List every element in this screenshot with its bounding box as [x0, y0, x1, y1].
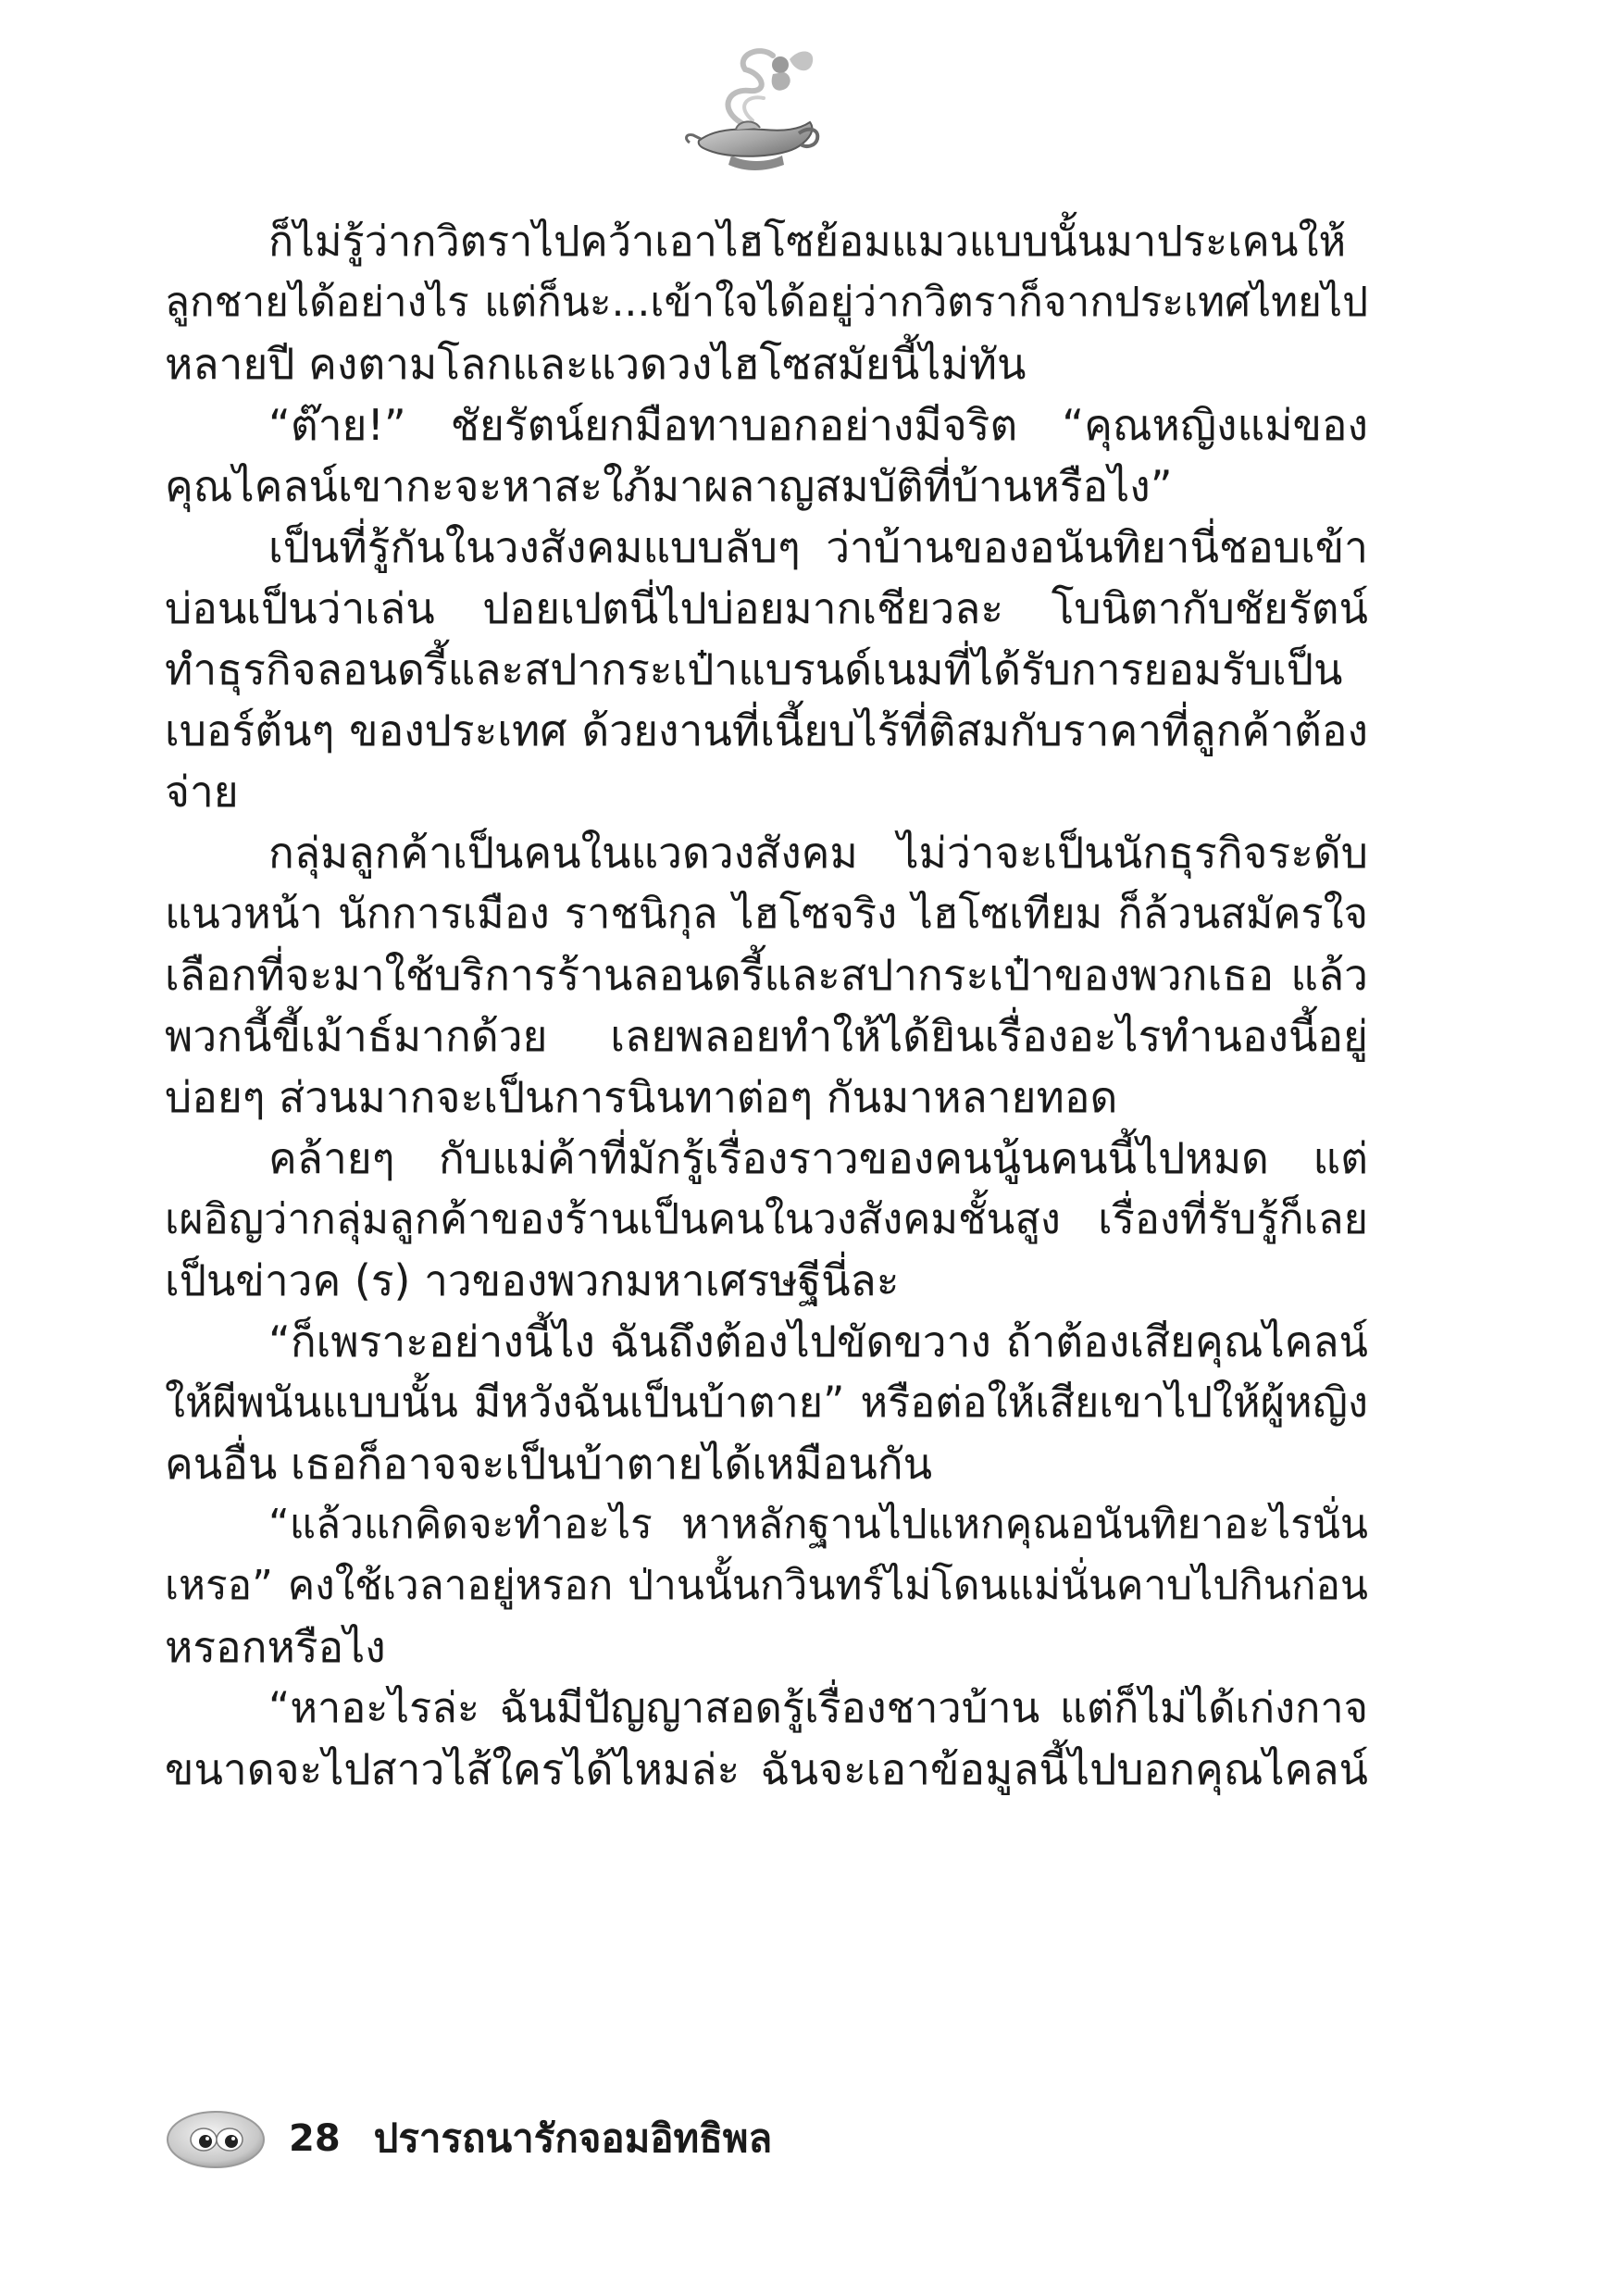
text-line: ทำธุรกิจลอนดรี้และสปากระเป๋าแบรนด์เนมที่ได้รับการยอมรับเป็น — [165, 644, 1343, 694]
page-number: 28 — [289, 2117, 341, 2160]
genie-lamp-icon — [680, 37, 828, 176]
text-line: คล้ายๆ กับแม่ค้าที่มักรู้เรื่องราวของคนนู้นคนนี้ไปหมด แต่ — [268, 1133, 1368, 1183]
text-line: เป็นที่รู้กันในวงสังคมแบบลับๆ ว่าบ้านของอนันทิยานี่ชอบเข้า — [268, 522, 1368, 572]
text-line: เผอิญว่ากลุ่มลูกค้าของร้านเป็นคนในวงสังคมชั้นสูง เรื่องที่รับรู้ก็เลย — [165, 1194, 1368, 1243]
text-line: กลุ่มลูกค้าเป็นคนในแวดวงสังคม ไม่ว่าจะเป็นนักธุรกิจระดับ — [268, 828, 1368, 878]
text-line: ลูกชายได้อย่างไร แต่ก็นะ...เข้าใจได้อยู่ว่ากวิตราก็จากประเทศไทยไป — [165, 279, 1368, 326]
text-line: หรอกหรือไง — [165, 1622, 386, 1672]
text-line: คนอื่น เธอก็อาจจะเป็นบ้าตายได้เหมือนกัน — [165, 1439, 933, 1489]
text-line: คุณไคลน์เขากะจะหาสะใภ้มาผลาญสมบัติที่บ้านหรือไง” — [165, 461, 1173, 511]
text-line: แนวหน้า นักการเมือง ราชนิกุล ไฮโซจริง ไฮโซเทียม ก็ล้วนสมัครใจ — [165, 889, 1368, 938]
eyes-icon — [165, 2106, 267, 2171]
text-line: เป็นข่าวค (ร) าวของพวกมหาเศรษฐีนี่ละ — [165, 1255, 900, 1305]
book-title: ปรารถนารักจอมอิทธิพล — [373, 2115, 773, 2161]
text-line: บ่อนเป็นว่าเล่น ปอยเปตนี่ไปบ่อยมากเชียวละ โบนิตากับชัยรัตน์ — [165, 583, 1368, 633]
text-line: เหรอ” คงใช้เวลาอยู่หรอก ป่านนั้นกวินทร์ไม่โดนแม่นั่นคาบไปกินก่อน — [165, 1562, 1368, 1609]
text-line: หลายปี คงตามโลกและแวดวงไฮโซสมัยนี้ไม่ทัน — [165, 339, 1027, 389]
body-text — [165, 211, 1368, 1800]
text-line: “แล้วแกคิดจะทำอะไร หาหลักฐานไปแหกคุณอนันทิยาอะไรนั่น — [268, 1501, 1368, 1548]
text-line: บ่อยๆ ส่วนมากจะเป็นการนินทาต่อๆ กันมาหลายทอด — [165, 1072, 1118, 1122]
text-line: จ่าย — [165, 767, 239, 817]
text-line: เลือกที่จะมาใช้บริการร้านลอนดรี้และสปากระเป๋าของพวกเธอ แล้ว — [165, 950, 1368, 1000]
page-footer — [165, 2102, 772, 2176]
text-line: ให้ผีพนันแบบนั้น มีหวังฉันเป็นบ้าตาย” หรือต่อให้เสียเขาไปให้ผู้หญิง — [165, 1378, 1368, 1427]
text-line: พวกนี้ขี้เม้าธ์มากด้วย เลยพลอยทำให้ได้ยินเรื่องอะไรทำนองนี้อยู่ — [165, 1011, 1368, 1061]
text-line: เบอร์ต้นๆ ของประเทศ ด้วยงานที่เนี้ยบไร้ที่ติสมกับราคาที่ลูกค้าต้อง — [165, 705, 1368, 755]
text-line: “ต๊าย!” ชัยรัตน์ยกมือทาบอกอย่างมีจริต “คุณหญิงแม่ของ — [268, 400, 1368, 450]
text-line: “หาอะไรล่ะ ฉันมีปัญญาสอดรู้เรื่องชาวบ้าน แต่ก็ไม่ได้เก่งกาจ — [268, 1683, 1368, 1732]
text-line: ก็ไม่รู้ว่ากวิตราไปคว้าเอาไฮโซย้อมแมวแบบนั้นมาประเคนให้ — [268, 217, 1347, 266]
text-line: ขนาดจะไปสาวไส้ใครได้ไหมล่ะ ฉันจะเอาข้อมูลนี้ไปบอกคุณไคลน์ — [165, 1744, 1368, 1794]
text-line: “ก็เพราะอย่างนี้ไง ฉันถึงต้องไปขัดขวาง ถ้าต้องเสียคุณไคลน์ — [268, 1316, 1368, 1366]
